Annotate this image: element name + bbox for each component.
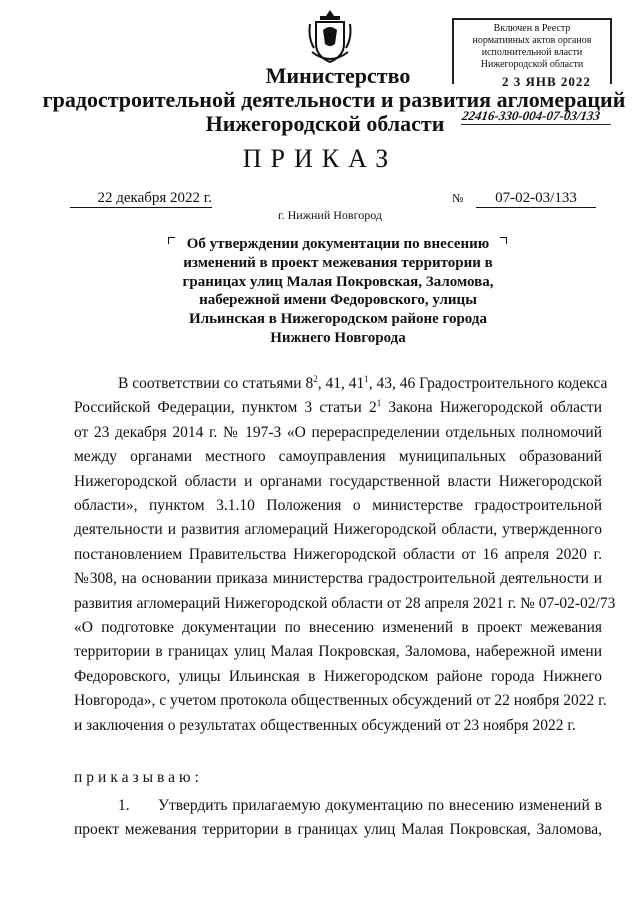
body-line: развития агломераций Нижегородской области от 28 апреля 2021 г. № 07-02-02/73 [74, 594, 616, 612]
order-subject [178, 235, 498, 348]
document-title: ПРИКАЗ [242, 144, 398, 173]
body-line: №308, на основании приказа министерства градостроительной деятельности и [74, 570, 602, 588]
stamp-line: исполнительной власти [481, 47, 583, 58]
ministry-name-line: Министерство [265, 63, 411, 88]
subject-corner-mark [168, 237, 175, 244]
subject-line: Ильинская в Нижегородском районе города [189, 311, 487, 328]
body-line [74, 372, 608, 396]
body-line: деятельности и развития агломераций Нижегородской области, утвержденного [74, 521, 602, 539]
stamp-registration-number: 22416-330-004-07-03/133 [461, 108, 613, 125]
body-line: территории в границах улиц Малая Покровская, Заломова, набережной имени [74, 643, 602, 661]
stamp-date: 2 3 ЯНВ 2022 [502, 74, 591, 89]
stamp-line: нормативных актов органов [472, 35, 592, 46]
order-item-1 [74, 794, 602, 843]
body-line: области», пунктом 3.1.10 Положения о министерстве градостроительной [74, 497, 602, 515]
superscript: 1 [376, 398, 382, 409]
order-preamble [74, 372, 616, 738]
body-line: Нижегородской области и органами государственной власти Нижегородской [74, 472, 602, 490]
body-text-fragment: В соответствии со статьями 8 [118, 375, 314, 392]
subject-corner-mark [500, 237, 507, 244]
superscript: 2 [313, 374, 318, 384]
subject-line: Нижнего Новгорода [270, 329, 406, 346]
body-text-fragment: , 41, 41 [317, 375, 365, 392]
body-text-fragment: Закона Нижегородской области [381, 399, 602, 417]
body-line: от 23 декабря 2014 г. № 197-З «О перераспределении отдельных полномочий [74, 423, 602, 441]
body-text-fragment: Российской Федерации, пунктом 3 статьи 2 [74, 399, 377, 417]
city: г. Нижний Новгород [278, 208, 382, 222]
subject-line: изменений в проект межевания территории в [183, 254, 493, 271]
order-word: приказываю: [74, 769, 203, 786]
order-date: 22 декабря 2022 г. [70, 189, 212, 208]
ministry-name-line: градостроительной деятельности и развития агломераций [42, 87, 626, 112]
body-line: между органами местного самоуправления муниципальных образований [74, 448, 602, 466]
stamp-line: Включен в Реестр [493, 23, 571, 34]
body-line: Новгорода», с учетом протокола общественных обсуждений от 22 ноября 2022 г. [74, 692, 607, 710]
body-line: Федоровского, улицы Ильинская в Нижегородском районе города Нижнего [74, 667, 602, 685]
body-line: постановлением Правительства Нижегородской области от 16 апреля 2020 г. [74, 545, 602, 563]
body-text-fragment: Утвердить прилагаемую документацию по внесению изменений в [158, 797, 602, 814]
superscript: 1 [364, 374, 369, 384]
subject-line: границах улиц Малая Покровская, Заломова, [182, 273, 494, 290]
body-line [74, 794, 602, 818]
body-line: и заключения о результатах общественных обсуждений от 23 ноября 2022 г. [74, 716, 576, 734]
stamp-line: Нижегородской области [480, 59, 584, 70]
coat-of-arms-icon [306, 8, 354, 66]
order-number: 07-02-03/133 [476, 189, 596, 208]
item-number: 1. [118, 797, 130, 814]
number-sign: № [452, 191, 464, 205]
subject-line: Об утверждении документации по внесению [186, 236, 490, 252]
body-line: проект межевания территории в границах улиц Малая Покровская, Заломова, [74, 821, 602, 839]
subject-line: набережной имени Федоровского, улицы [199, 292, 477, 309]
body-line: «О подготовке документации по внесению изменений в проект межевания [74, 619, 602, 637]
body-text-fragment: , 43, 46 Градостроительного кодекса [368, 375, 608, 392]
ministry-name-line: Нижегородской области [205, 111, 445, 136]
body-line [74, 396, 602, 420]
